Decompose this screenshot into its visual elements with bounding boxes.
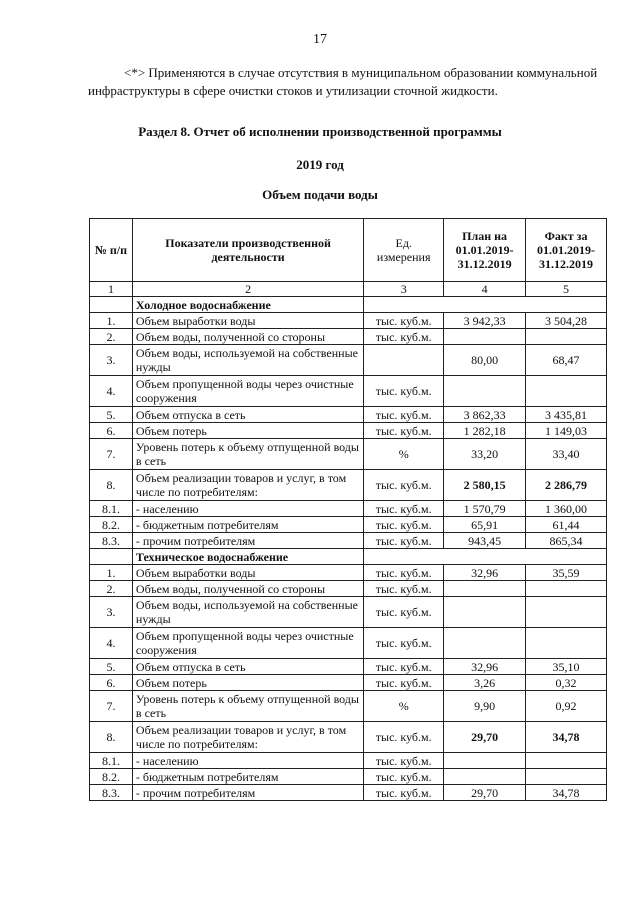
header-plan: План на 01.01.2019-31.12.2019 bbox=[444, 219, 526, 282]
fact-value-cell: 61,44 bbox=[526, 517, 607, 533]
plan-value-cell: 1 570,79 bbox=[444, 501, 526, 517]
indicator-cell: Объем выработки воды bbox=[132, 565, 363, 581]
table-row bbox=[90, 565, 607, 581]
indicator-cell: Объем отпуска в сеть bbox=[132, 407, 363, 423]
unit-cell bbox=[364, 345, 444, 376]
unit-cell: тыс. куб.м. bbox=[364, 407, 444, 423]
fact-value-cell: 35,10 bbox=[526, 659, 607, 675]
indicator-cell: Объем потерь bbox=[132, 423, 363, 439]
plan-value-cell: 9,90 bbox=[444, 691, 526, 722]
row-number-cell: 8. bbox=[90, 722, 133, 753]
column-index-cell: 1 bbox=[90, 282, 133, 297]
plan-value-cell bbox=[444, 581, 526, 597]
row-number-cell: 4. bbox=[90, 376, 133, 407]
section-num-cell bbox=[90, 297, 133, 313]
unit-cell: тыс. куб.м. bbox=[364, 533, 444, 549]
fact-value-cell: 0,32 bbox=[526, 675, 607, 691]
plan-value-cell bbox=[444, 376, 526, 407]
row-number-cell: 6. bbox=[90, 423, 133, 439]
unit-cell: тыс. куб.м. bbox=[364, 470, 444, 501]
plan-value-cell: 943,45 bbox=[444, 533, 526, 549]
fact-value-cell bbox=[526, 628, 607, 659]
section-title-cell: Техническое водоснабжение bbox=[132, 549, 363, 565]
indicator-cell: Объем отпуска в сеть bbox=[132, 659, 363, 675]
year-heading: 2019 год bbox=[296, 157, 344, 172]
indicator-cell: Объем выработки воды bbox=[132, 313, 363, 329]
section-row bbox=[90, 549, 607, 565]
table-body bbox=[90, 282, 607, 801]
unit-cell: тыс. куб.м. bbox=[364, 565, 444, 581]
indicator-cell: Объем реализации товаров и услуг, в том числе по потребителям: bbox=[132, 470, 363, 501]
fact-value-cell bbox=[526, 376, 607, 407]
column-index-cell: 2 bbox=[132, 282, 363, 297]
unit-cell: тыс. куб.м. bbox=[364, 659, 444, 675]
section-empty-cell bbox=[364, 297, 607, 313]
table-row bbox=[90, 501, 607, 517]
row-number-cell: 1. bbox=[90, 565, 133, 581]
fact-value-cell: 3 504,28 bbox=[526, 313, 607, 329]
plan-value-cell: 3 862,33 bbox=[444, 407, 526, 423]
column-index-cell: 5 bbox=[526, 282, 607, 297]
row-number-cell: 6. bbox=[90, 675, 133, 691]
section-empty-cell bbox=[364, 549, 607, 565]
unit-cell: тыс. куб.м. bbox=[364, 517, 444, 533]
fact-value-cell: 34,78 bbox=[526, 785, 607, 801]
unit-cell: тыс. куб.м. bbox=[364, 329, 444, 345]
column-index-cell: 4 bbox=[444, 282, 526, 297]
header-num: № п/п bbox=[90, 219, 133, 282]
header-unit: Ед. измерения bbox=[364, 219, 444, 282]
row-number-cell: 1. bbox=[90, 313, 133, 329]
indicator-cell: Уровень потерь к объему отпущенной воды в сеть bbox=[132, 691, 363, 722]
indicator-cell: - бюджетным потребителям bbox=[132, 517, 363, 533]
indicator-cell: - населению bbox=[132, 501, 363, 517]
row-number-cell: 8.3. bbox=[90, 533, 133, 549]
indicator-cell: Объем потерь bbox=[132, 675, 363, 691]
table-row bbox=[90, 785, 607, 801]
unit-cell: % bbox=[364, 691, 444, 722]
unit-cell: тыс. куб.м. bbox=[364, 376, 444, 407]
table-row bbox=[90, 675, 607, 691]
row-number-cell: 5. bbox=[90, 659, 133, 675]
row-number-cell: 5. bbox=[90, 407, 133, 423]
plan-value-cell: 65,91 bbox=[444, 517, 526, 533]
unit-cell: тыс. куб.м. bbox=[364, 675, 444, 691]
plan-value-cell: 33,20 bbox=[444, 439, 526, 470]
table-row bbox=[90, 470, 607, 501]
table-row bbox=[90, 722, 607, 753]
unit-cell: тыс. куб.м. bbox=[364, 423, 444, 439]
fact-value-cell: 1 149,03 bbox=[526, 423, 607, 439]
indicator-cell: - населению bbox=[132, 753, 363, 769]
plan-value-cell bbox=[444, 628, 526, 659]
section-row bbox=[90, 297, 607, 313]
plan-value-cell bbox=[444, 597, 526, 628]
column-index-row bbox=[90, 282, 607, 297]
plan-value-cell: 29,70 bbox=[444, 722, 526, 753]
unit-cell: тыс. куб.м. bbox=[364, 769, 444, 785]
plan-value-cell: 80,00 bbox=[444, 345, 526, 376]
indicator-cell: Объем реализации товаров и услуг, в том числе по потребителям: bbox=[132, 722, 363, 753]
table-row bbox=[90, 597, 607, 628]
fact-value-cell: 2 286,79 bbox=[526, 470, 607, 501]
table-row bbox=[90, 628, 607, 659]
fact-value-cell bbox=[526, 597, 607, 628]
unit-cell: тыс. куб.м. bbox=[364, 501, 444, 517]
row-number-cell: 7. bbox=[90, 439, 133, 470]
water-supply-table bbox=[89, 218, 607, 801]
plan-value-cell: 32,96 bbox=[444, 565, 526, 581]
plan-value-cell bbox=[444, 329, 526, 345]
plan-value-cell: 3,26 bbox=[444, 675, 526, 691]
indicator-cell: Объем воды, используемой на собственные нужды bbox=[132, 597, 363, 628]
section-title: Раздел 8. Отчет об исполнении производственной программы bbox=[138, 124, 502, 139]
table-row bbox=[90, 407, 607, 423]
header-indicator: Показатели производственной деятельности bbox=[132, 219, 363, 282]
row-number-cell: 3. bbox=[90, 597, 133, 628]
unit-cell: тыс. куб.м. bbox=[364, 581, 444, 597]
column-index-cell: 3 bbox=[364, 282, 444, 297]
table-header-row bbox=[90, 219, 607, 282]
page-number: 17 bbox=[313, 32, 327, 47]
fact-value-cell bbox=[526, 753, 607, 769]
fact-value-cell bbox=[526, 581, 607, 597]
table-row bbox=[90, 376, 607, 407]
table-row bbox=[90, 439, 607, 470]
fact-value-cell: 35,59 bbox=[526, 565, 607, 581]
table-subtitle: Объем подачи воды bbox=[262, 187, 378, 202]
table-row bbox=[90, 659, 607, 675]
fact-value-cell bbox=[526, 769, 607, 785]
table-row bbox=[90, 533, 607, 549]
table-row bbox=[90, 517, 607, 533]
plan-value-cell bbox=[444, 753, 526, 769]
unit-cell: тыс. куб.м. bbox=[364, 785, 444, 801]
row-number-cell: 8.1. bbox=[90, 501, 133, 517]
footnote: <*> Применяются в случае отсутствия в муниципальном образовании коммунальной инфраструктуры в сфере очистки стоков и утилизации сточной жидкости. bbox=[88, 65, 598, 98]
fact-value-cell: 34,78 bbox=[526, 722, 607, 753]
indicator-cell: Уровень потерь к объему отпущенной воды в сеть bbox=[132, 439, 363, 470]
fact-value-cell: 1 360,00 bbox=[526, 501, 607, 517]
row-number-cell: 2. bbox=[90, 329, 133, 345]
fact-value-cell: 33,40 bbox=[526, 439, 607, 470]
header-fact: Факт за 01.01.2019-31.12.2019 bbox=[526, 219, 607, 282]
plan-value-cell bbox=[444, 769, 526, 785]
section-title-cell: Холодное водоснабжение bbox=[132, 297, 363, 313]
table-row bbox=[90, 313, 607, 329]
indicator-cell: - бюджетным потребителям bbox=[132, 769, 363, 785]
row-number-cell: 2. bbox=[90, 581, 133, 597]
plan-value-cell: 1 282,18 bbox=[444, 423, 526, 439]
indicator-cell: Объем воды, используемой на собственные нужды bbox=[132, 345, 363, 376]
unit-cell: тыс. куб.м. bbox=[364, 313, 444, 329]
fact-value-cell: 0,92 bbox=[526, 691, 607, 722]
unit-cell: % bbox=[364, 439, 444, 470]
table-row bbox=[90, 345, 607, 376]
table-row bbox=[90, 753, 607, 769]
indicator-cell: - прочим потребителям bbox=[132, 785, 363, 801]
indicator-cell: - прочим потребителям bbox=[132, 533, 363, 549]
fact-value-cell: 68,47 bbox=[526, 345, 607, 376]
table-row bbox=[90, 691, 607, 722]
table-row bbox=[90, 423, 607, 439]
row-number-cell: 8.2. bbox=[90, 769, 133, 785]
indicator-cell: Объем пропущенной воды через очистные сооружения bbox=[132, 376, 363, 407]
fact-value-cell bbox=[526, 329, 607, 345]
indicator-cell: Объем пропущенной воды через очистные сооружения bbox=[132, 628, 363, 659]
row-number-cell: 8.2. bbox=[90, 517, 133, 533]
unit-cell: тыс. куб.м. bbox=[364, 597, 444, 628]
unit-cell: тыс. куб.м. bbox=[364, 628, 444, 659]
indicator-cell: Объем воды, полученной со стороны bbox=[132, 581, 363, 597]
row-number-cell: 8.3. bbox=[90, 785, 133, 801]
row-number-cell: 7. bbox=[90, 691, 133, 722]
plan-value-cell: 2 580,15 bbox=[444, 470, 526, 501]
indicator-cell: Объем воды, полученной со стороны bbox=[132, 329, 363, 345]
plan-value-cell: 32,96 bbox=[444, 659, 526, 675]
table-row bbox=[90, 329, 607, 345]
fact-value-cell: 3 435,81 bbox=[526, 407, 607, 423]
unit-cell: тыс. куб.м. bbox=[364, 753, 444, 769]
table-row bbox=[90, 581, 607, 597]
section-num-cell bbox=[90, 549, 133, 565]
plan-value-cell: 3 942,33 bbox=[444, 313, 526, 329]
plan-value-cell: 29,70 bbox=[444, 785, 526, 801]
row-number-cell: 8.1. bbox=[90, 753, 133, 769]
row-number-cell: 3. bbox=[90, 345, 133, 376]
fact-value-cell: 865,34 bbox=[526, 533, 607, 549]
table-row bbox=[90, 769, 607, 785]
row-number-cell: 4. bbox=[90, 628, 133, 659]
unit-cell: тыс. куб.м. bbox=[364, 722, 444, 753]
row-number-cell: 8. bbox=[90, 470, 133, 501]
